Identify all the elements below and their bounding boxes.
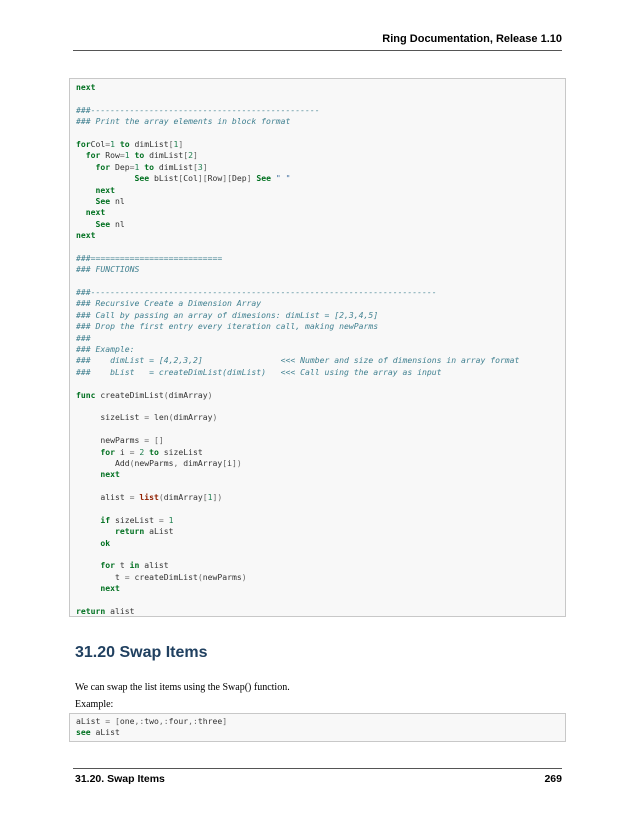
code-token: 1 (168, 514, 174, 525)
code-token: ### Call by passing an array of dimesions: dimList = [2,3,4,5] (76, 309, 379, 320)
code-line (76, 241, 519, 252)
code-line (76, 458, 519, 469)
code-line (76, 93, 519, 104)
code-token: ) (212, 412, 218, 423)
code-token: ( (158, 492, 164, 503)
code-line (76, 344, 519, 355)
code-line (76, 333, 519, 344)
paragraph-example-label: Example: (75, 699, 114, 710)
code-line (76, 162, 519, 173)
code-token (76, 469, 100, 479)
code-token: ( (197, 571, 203, 582)
code-line (76, 82, 519, 93)
code-line (76, 378, 519, 389)
code-token: createDimList (95, 389, 164, 400)
code-token: t (115, 560, 130, 571)
code-line (76, 727, 227, 738)
code-token: sizeList (110, 514, 159, 525)
code-token: newParms (76, 435, 145, 446)
code-token: ### Print the array elements in block format (76, 116, 291, 127)
code-token: ###----------------------------------------------------------------------- (76, 287, 437, 298)
code-token: dimArray (178, 457, 223, 468)
code-token: [ (115, 716, 120, 726)
code-token: in (129, 560, 140, 571)
code-token: Col (90, 138, 106, 149)
code-line (76, 538, 519, 549)
code-line (76, 595, 519, 606)
code-token: 3 (197, 161, 203, 172)
code-line (76, 355, 519, 366)
code-token: See (95, 218, 111, 229)
code-token: See (95, 195, 111, 206)
code-token: Dep (231, 173, 247, 184)
code-token: ( (163, 389, 169, 400)
code-token: ] (192, 150, 198, 161)
code-token: ) (207, 389, 213, 400)
footer-rule (73, 768, 562, 769)
code-token: func (76, 389, 96, 400)
code-line (76, 230, 519, 241)
code-token: next (95, 184, 115, 195)
code-token: 2 (188, 150, 193, 161)
code-token: , (173, 457, 179, 468)
code-token (76, 560, 100, 570)
code-token: 1 (134, 161, 140, 172)
code-token: newParms (202, 571, 242, 582)
code-token: Dep (110, 161, 130, 172)
code-token (76, 583, 100, 593)
code-line (76, 469, 519, 480)
code-token: See (251, 173, 271, 184)
code-token: ### (76, 332, 91, 343)
code-token: aList (76, 716, 106, 726)
code-token: i (115, 446, 130, 457)
code-token: Add (76, 457, 130, 468)
code-token (76, 173, 134, 183)
code-token (76, 515, 100, 525)
section-heading: 31.20 Swap Items (75, 644, 208, 661)
code-token: next (100, 469, 120, 480)
code-token: ( (129, 457, 135, 468)
code-token: = (144, 435, 150, 446)
code-line (76, 298, 519, 309)
code-line (76, 367, 519, 378)
code-token: = (119, 150, 125, 161)
code-token: dimList (154, 161, 193, 172)
code-line (76, 424, 519, 435)
code-line (76, 716, 227, 727)
code-line (76, 150, 519, 161)
code-token: return (76, 605, 106, 616)
code-token: = (158, 514, 164, 525)
code-token: = (105, 716, 111, 726)
code-line (76, 560, 519, 571)
code-line (76, 264, 519, 275)
code-token: ,: (188, 716, 198, 726)
code-token: [ (168, 138, 174, 149)
code-token: alist (105, 605, 135, 616)
code-line (76, 321, 519, 332)
code-line (76, 492, 519, 503)
code-token: ( (168, 412, 174, 423)
code-token: = (129, 161, 135, 172)
code-token: ###=========================== (76, 252, 223, 263)
code-token (76, 219, 96, 229)
code-token: " " (270, 173, 291, 184)
code-token: dimList (129, 138, 169, 149)
code-token: ,: (134, 716, 145, 726)
code-token (76, 526, 115, 536)
code-line (76, 207, 519, 218)
code-token: if (100, 514, 111, 525)
code-token: ]) (231, 457, 242, 468)
page-number: 269 (544, 773, 562, 785)
code-line (76, 287, 519, 298)
code-block-createdimlist (69, 78, 566, 617)
code-line (76, 401, 519, 412)
code-token: four (168, 716, 189, 726)
code-token: for (95, 161, 111, 172)
code-token: [ (192, 161, 198, 172)
code-token: ] (202, 161, 208, 172)
running-header-title: Ring Documentation, Release 1.10 (382, 33, 562, 45)
code-token: ] (246, 173, 252, 184)
code-token (76, 538, 100, 548)
code-token: next (76, 82, 96, 92)
code-line (76, 447, 519, 458)
code-token: Row (207, 173, 223, 184)
code-token: t (76, 571, 125, 582)
code-line (76, 572, 519, 583)
code-token: = (124, 571, 130, 582)
code-token: 2 (139, 446, 145, 457)
code-line (76, 549, 519, 560)
code-token: for (80, 150, 101, 161)
code-token: next (100, 583, 120, 594)
code-token (76, 185, 96, 195)
code-block-swap-example (69, 713, 566, 742)
code-token (76, 196, 96, 206)
code-token: = (129, 446, 135, 457)
code-token: = (129, 492, 135, 503)
code-line (76, 412, 519, 423)
code-line (76, 196, 519, 207)
code-token: return (114, 526, 145, 537)
code-token (76, 447, 100, 457)
code-token: [ (202, 492, 208, 503)
code-token: two (144, 716, 159, 726)
code-token: to (115, 138, 130, 149)
code-text (76, 716, 227, 739)
header-rule (73, 50, 562, 51)
code-token (76, 207, 86, 217)
code-token: ### bList = createDimList(dimList) <<< Call using the array as input (76, 366, 442, 377)
code-token: [] (153, 435, 164, 446)
code-token: sizeList (158, 446, 203, 457)
code-token: [ (183, 150, 189, 161)
code-token: list (139, 492, 159, 503)
code-token: to (139, 161, 154, 172)
code-token: ] (178, 138, 184, 149)
code-token: ok (100, 537, 111, 548)
code-token: ][ (222, 173, 232, 184)
code-token: 1 (207, 492, 213, 503)
code-token: alist (76, 492, 130, 503)
code-token: bList (149, 173, 179, 184)
code-line (76, 526, 519, 537)
code-token: aList (90, 727, 120, 738)
code-line (76, 276, 519, 287)
code-token: ### FUNCTIONS (76, 264, 140, 275)
code-token: ### dimList = [4,2,3,2] <<< Number and size of dimensions in array format (76, 355, 520, 366)
code-token: [ (222, 457, 228, 468)
code-token: Row (100, 150, 120, 161)
code-text (76, 82, 519, 617)
code-token: i (227, 457, 232, 468)
code-line (76, 390, 519, 401)
code-line (76, 606, 519, 617)
code-line (76, 219, 519, 230)
code-token: len (149, 412, 169, 423)
code-token: [ (178, 173, 184, 184)
code-token: nl (110, 218, 125, 229)
code-token: ### Example: (76, 343, 135, 354)
code-token: to (144, 446, 159, 457)
paragraph-swap-intro: We can swap the list items using the Swap() function. (75, 682, 290, 693)
code-token: next (76, 230, 96, 241)
code-token (76, 162, 96, 172)
code-line (76, 435, 519, 446)
code-token: dimArray (168, 389, 208, 400)
code-line (76, 515, 519, 526)
code-token: 1 (173, 138, 179, 149)
code-line (76, 253, 519, 264)
code-token: ][ (197, 173, 208, 184)
code-token: aList (144, 526, 174, 537)
code-token: = (105, 138, 111, 149)
code-line (76, 105, 519, 116)
code-line (76, 139, 519, 150)
code-token: alist (139, 560, 169, 571)
code-token: for (100, 446, 115, 457)
code-token: dimList (144, 150, 184, 161)
code-line (76, 128, 519, 139)
code-token: sizeList (76, 412, 145, 423)
code-token: ]) (212, 492, 223, 503)
code-token: ,: (158, 716, 169, 726)
code-line (76, 481, 519, 492)
code-line (76, 503, 519, 514)
code-token: see (76, 727, 91, 738)
code-token: for (76, 138, 91, 149)
code-token: Col (183, 173, 198, 184)
code-token: dimArray (173, 412, 213, 423)
code-token: nl (110, 195, 125, 206)
code-token: dimArray (163, 492, 203, 503)
code-token: ### Drop the first entry every iteration call, making newParms (76, 321, 379, 332)
code-token: ) (241, 571, 247, 582)
code-line (76, 583, 519, 594)
code-token: for (100, 560, 115, 571)
code-token: 1 (124, 150, 130, 161)
code-line (76, 173, 519, 184)
code-token: ### Recursive Create a Dimension Array (76, 298, 262, 309)
code-token: 1 (110, 138, 115, 149)
code-token: = (144, 412, 150, 423)
code-token: three (197, 716, 223, 726)
code-token: to (129, 150, 145, 161)
code-token: See (134, 173, 150, 184)
code-token: createDimList (129, 571, 198, 582)
code-token: newParms (134, 457, 174, 468)
footer-section-label: 31.20. Swap Items (75, 773, 165, 785)
code-token: ###----------------------------------------------- (76, 104, 320, 115)
code-line (76, 116, 519, 127)
code-token: ] (222, 716, 228, 726)
code-line (76, 310, 519, 321)
code-token: next (85, 207, 106, 218)
code-line (76, 185, 519, 196)
code-token: one (119, 716, 135, 726)
